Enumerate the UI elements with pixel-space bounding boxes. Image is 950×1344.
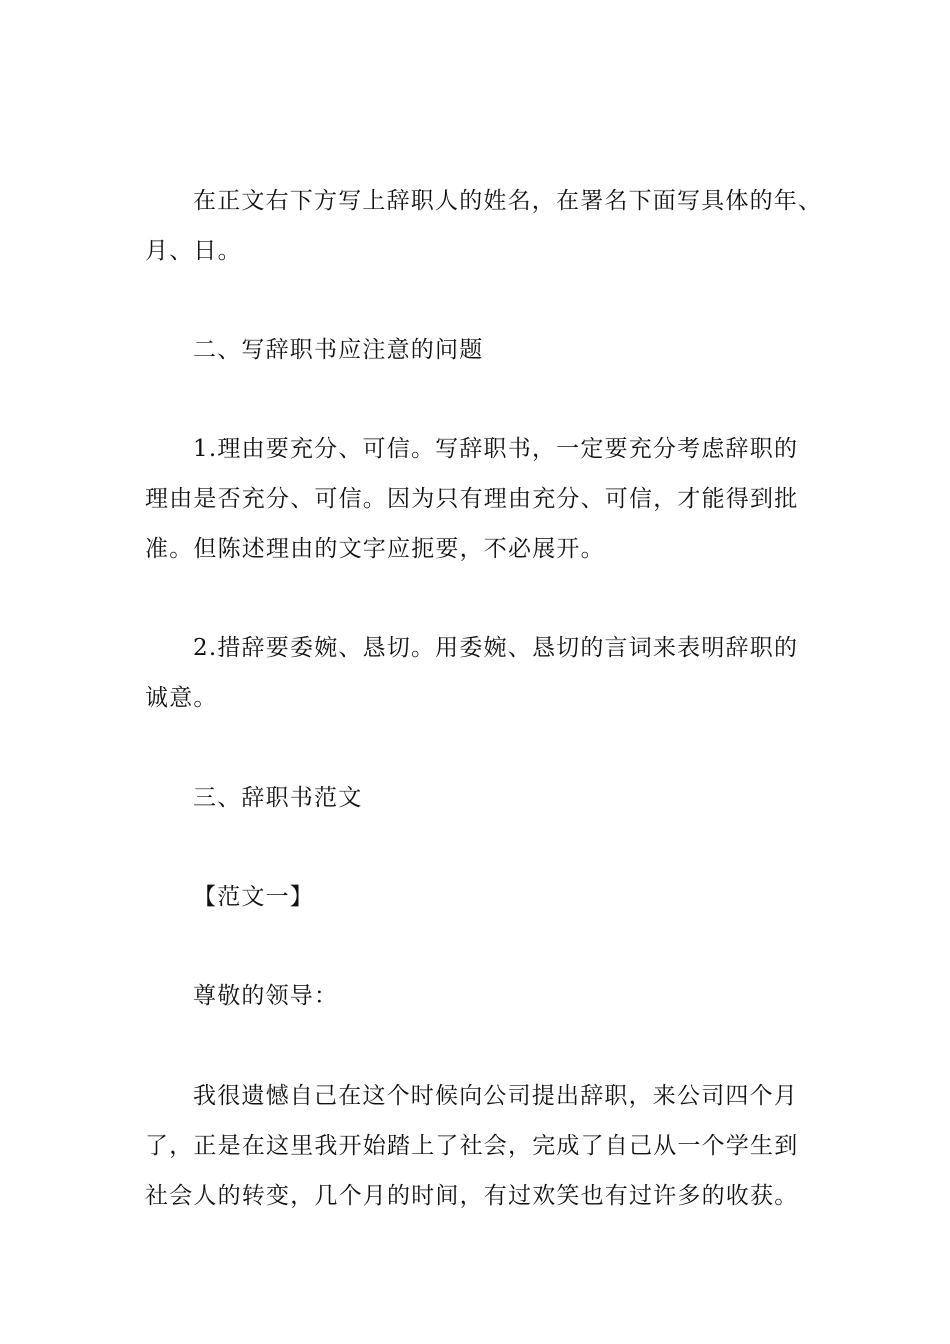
sample-label xyxy=(145,872,825,922)
section-heading-3 xyxy=(145,773,825,823)
section-heading-2 xyxy=(145,325,825,375)
text-line: 月、日。 xyxy=(145,238,242,264)
text-line: 2.措辞要委婉、恳切。用委婉、恳切的言词来表明辞职的 xyxy=(193,635,799,661)
paragraph-letter-body xyxy=(145,1071,825,1221)
text-line: 社会人的转变，几个月的时间，有过欢笑也有过许多的收获。 xyxy=(145,1183,799,1209)
salutation xyxy=(145,971,825,1021)
text-line: 我很遗憾自己在这个时候向公司提出辞职，来公司四个月 xyxy=(193,1083,798,1109)
paragraph-point-2 xyxy=(145,623,825,723)
label-text: 【范文一】 xyxy=(193,884,314,910)
heading-text: 二、写辞职书应注意的问题 xyxy=(193,337,484,363)
text-line: 1.理由要充分、可信。写辞职书，一定要充分考虑辞职的 xyxy=(193,436,799,462)
paragraph-signature-instructions xyxy=(145,176,825,276)
heading-text: 三、辞职书范文 xyxy=(193,785,363,811)
paragraph-point-1 xyxy=(145,424,825,574)
text-line: 理由是否充分、可信。因为只有理由充分、可信，才能得到批 xyxy=(145,486,799,512)
text-line: 在正文右下方写上辞职人的姓名，在署名下面写具体的年、 xyxy=(193,188,823,214)
text-line: 准。但陈述理由的文字应扼要，不必展开。 xyxy=(145,536,605,562)
salutation-text: 尊敬的领导： xyxy=(193,983,339,1009)
text-line: 诚意。 xyxy=(145,685,218,711)
text-line: 了，正是在这里我开始踏上了社会，完成了自己从一个学生到 xyxy=(145,1133,799,1159)
